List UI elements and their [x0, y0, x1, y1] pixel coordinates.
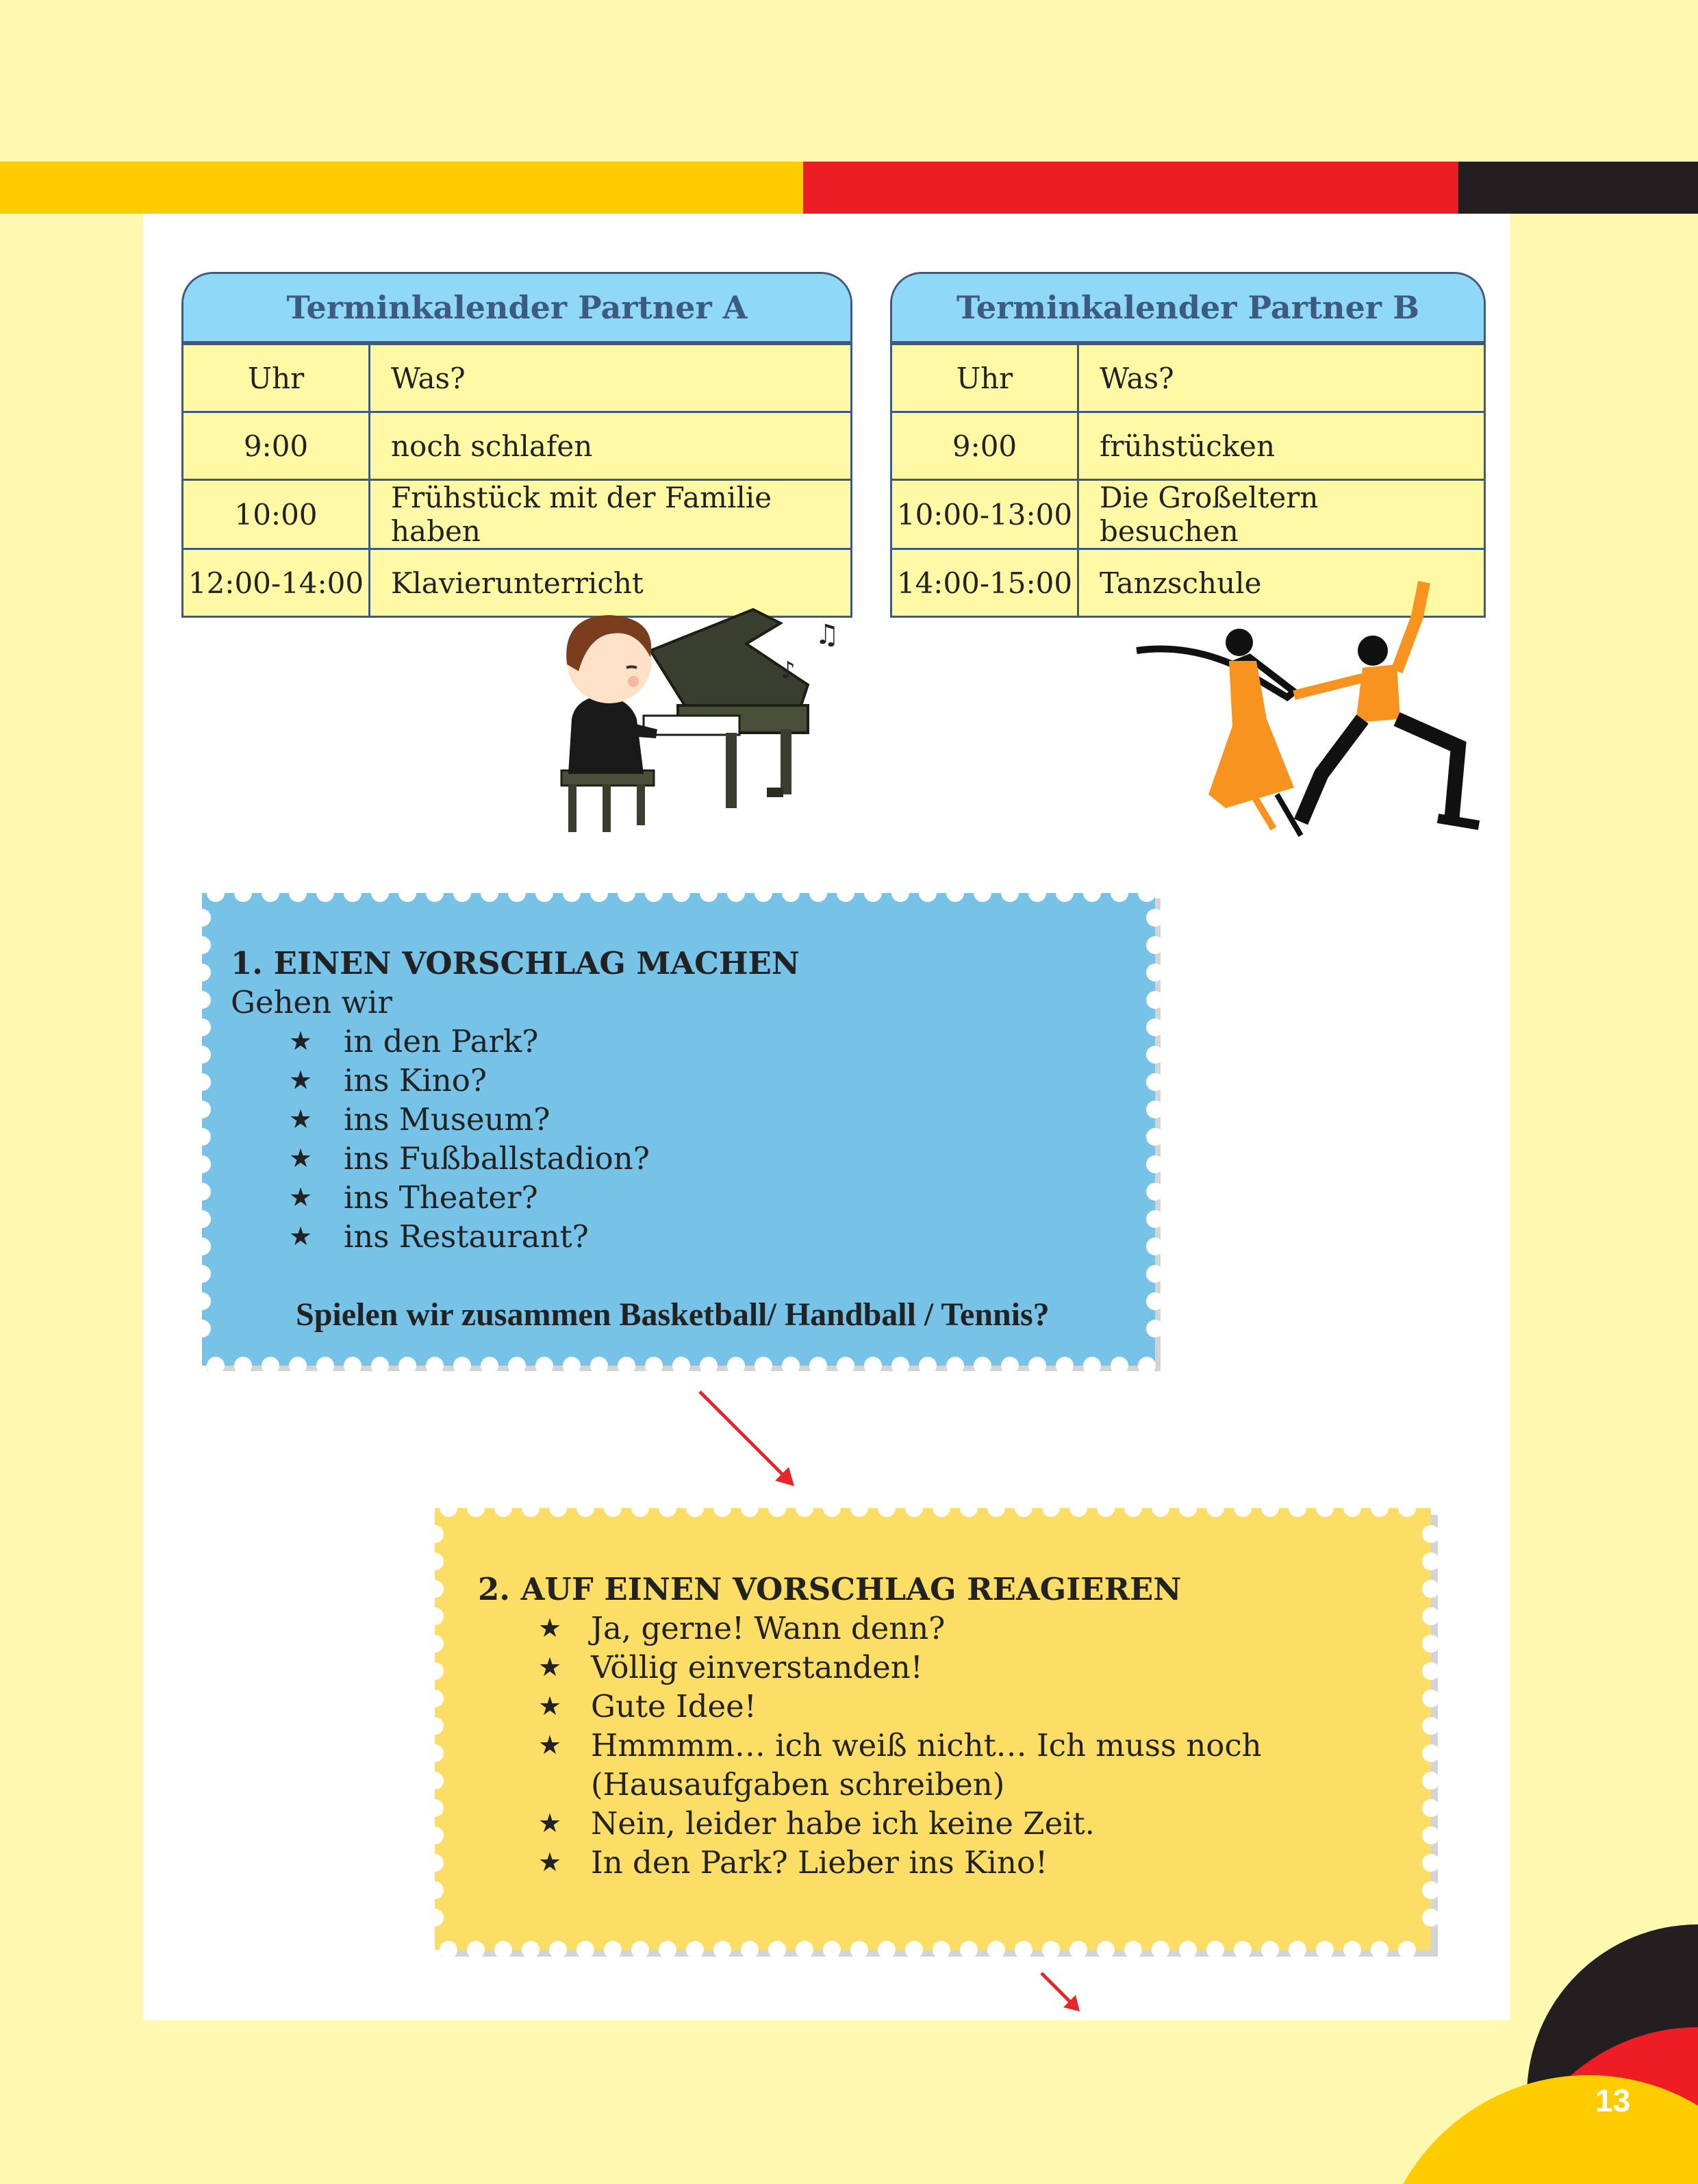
list-item [478, 1726, 1262, 1804]
cell-time: 9:00 [183, 412, 370, 480]
table-row [892, 344, 1484, 412]
table-row [183, 480, 850, 549]
table-row [183, 344, 850, 412]
calendar-b-title: Terminkalender Partner B [892, 274, 1484, 343]
list-item [478, 1843, 1262, 1882]
cell-what: Frühstück mit der Familie haben [370, 480, 851, 549]
header-time: Uhr [892, 344, 1078, 412]
list-item-label: ins Museum? [344, 1101, 550, 1138]
calendar-a-table [183, 343, 850, 616]
reaction-heading: 2. AUF EINEN VORSCHLAG REAGIEREN [478, 1571, 1182, 1607]
svg-text:♪: ♪ [781, 657, 796, 684]
flag-stripe-black [1458, 162, 1698, 214]
suggestion-text [231, 944, 1050, 1334]
list-item-label: ins Restaurant? [344, 1218, 589, 1255]
cell-time: 14:00-15:00 [892, 549, 1078, 616]
calendar-partner-a [181, 272, 852, 618]
cell-time: 10:00-13:00 [892, 480, 1078, 549]
list-item-label: ins Fußballstadion? [344, 1140, 650, 1177]
list-item [231, 1100, 1050, 1139]
star-icon: ★ [289, 1221, 313, 1251]
header-what: Was? [1078, 344, 1484, 412]
list-item-label: Ja, gerne! Wann denn? [591, 1610, 946, 1646]
cell-time: 12:00-14:00 [183, 549, 370, 616]
table-row [892, 412, 1484, 480]
calendar-partner-b [890, 272, 1486, 618]
list-item [231, 1178, 1050, 1217]
corner-decoration [1383, 1863, 1698, 2184]
arrow-icon [1037, 1969, 1085, 2017]
list-item-label: Völlig einverstanden! [591, 1649, 923, 1685]
cell-what: Klavierunterricht [370, 549, 851, 616]
list-item-label: in den Park? [344, 1023, 539, 1059]
list-item [231, 1217, 1050, 1256]
list-item [231, 1061, 1050, 1100]
suggestion-heading: 1. EINEN VORSCHLAG MACHEN [231, 945, 800, 981]
suggestion-intro: Gehen wir [231, 984, 392, 1020]
star-icon: ★ [289, 1026, 313, 1056]
star-icon: ★ [538, 1613, 562, 1643]
arrow-icon [692, 1383, 801, 1493]
page-number: 13 [1595, 2083, 1631, 2118]
reaction-text [478, 1570, 1262, 1882]
list-item-label: Nein, leider habe ich keine Zeit. [591, 1805, 1095, 1842]
cell-what: Die Großeltern besuchen [1078, 480, 1484, 549]
list-item [231, 1139, 1050, 1178]
flag-stripe-red [803, 162, 1458, 214]
header-what: Was? [370, 344, 851, 412]
suggestion-sport: Spielen wir zusammen Basketball/ Handball / Tennis? [296, 1296, 1050, 1333]
list-item-label: In den Park? Lieber ins Kino! [591, 1844, 1048, 1881]
header-time: Uhr [183, 344, 370, 412]
list-item [478, 1609, 1262, 1648]
star-icon: ★ [538, 1847, 562, 1877]
suggestion-list [231, 1022, 1050, 1256]
star-icon: ★ [289, 1104, 313, 1134]
cell-what: noch schlafen [370, 412, 851, 480]
list-item-label: ins Theater? [344, 1179, 538, 1216]
list-item [478, 1804, 1262, 1843]
suggestion-box [195, 883, 1167, 1377]
cell-what: frühstücken [1078, 412, 1484, 480]
calendar-a-title: Terminkalender Partner A [183, 274, 850, 343]
list-item-label: Gute Idee! [591, 1688, 757, 1724]
table-row [183, 412, 850, 480]
reaction-box [428, 1500, 1445, 1962]
list-item [478, 1648, 1262, 1687]
reaction-list [478, 1609, 1262, 1882]
star-icon: ★ [538, 1730, 562, 1760]
cell-time: 9:00 [892, 412, 1078, 480]
dancers-illustration [1130, 575, 1499, 849]
star-icon: ★ [289, 1182, 313, 1212]
star-icon: ★ [538, 1691, 562, 1721]
star-icon: ★ [289, 1065, 313, 1095]
star-icon: ★ [538, 1808, 562, 1838]
cell-time: 10:00 [183, 480, 370, 549]
list-item [231, 1022, 1050, 1061]
svg-text:♫: ♫ [815, 619, 839, 651]
flag-stripe-yellow [0, 162, 803, 214]
star-icon: ★ [289, 1143, 313, 1173]
list-item-label: Hmmmm… ich weiß nicht… Ich muss noch [591, 1727, 1262, 1763]
list-item-continuation: (Hausaufgaben schreiben) [591, 1766, 1005, 1803]
list-item-label: ins Kino? [344, 1062, 487, 1099]
pianist-illustration [548, 603, 876, 849]
table-row [892, 480, 1484, 549]
cell-what: Tanzschule [1078, 549, 1484, 616]
star-icon: ★ [538, 1652, 562, 1682]
list-item [478, 1687, 1262, 1726]
